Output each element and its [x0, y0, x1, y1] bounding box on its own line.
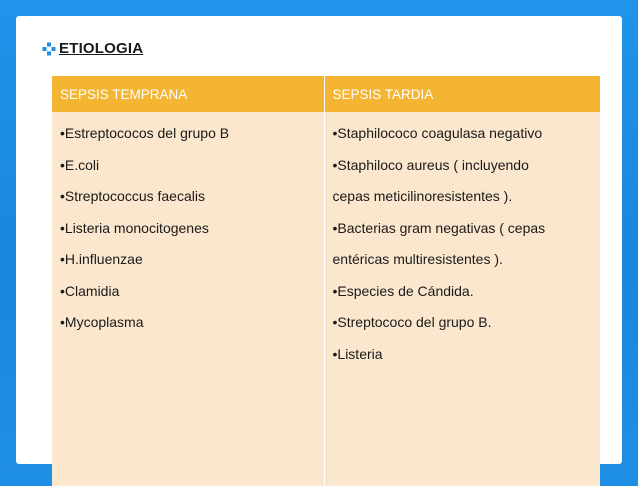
list-item: •Listeria	[332, 345, 383, 362]
list-item: entéricas multiresistentes ).	[332, 251, 503, 267]
list-sepsis-temprana	[60, 118, 316, 339]
list-item: •Especies de Cándida.	[332, 282, 474, 299]
list-sepsis-tardia	[333, 118, 593, 370]
cell-sepsis-tardia	[324, 112, 600, 486]
table-body-row	[52, 112, 600, 486]
list-item: •Estreptococos del grupo B	[60, 125, 230, 141]
list-item: •Clamidia	[60, 282, 120, 299]
table-header-row	[52, 76, 600, 112]
list-item: •Listeria monocitogenes	[60, 219, 209, 236]
list-item: •E.coli	[60, 156, 100, 173]
list-item: •Mycoplasma	[60, 314, 144, 330]
diamond-bullet-icon	[42, 42, 56, 56]
cell-sepsis-temprana	[52, 112, 324, 486]
etiology-table	[52, 76, 600, 486]
list-item: •H.influenzae	[60, 251, 143, 267]
column-header-sepsis-tardia: SEPSIS TARDIA	[324, 76, 600, 112]
list-item: cepas meticilinoresistentes ).	[332, 188, 513, 204]
list-item: •Streptococcus faecalis	[60, 188, 205, 204]
column-header-sepsis-temprana: SEPSIS TEMPRANA	[52, 76, 324, 112]
list-item: •Staphiloco aureus ( incluyendo	[332, 156, 529, 173]
list-item: •Streptococo del grupo B.	[332, 314, 492, 330]
list-item: •Staphilococo coagulasa negativo	[332, 125, 543, 141]
slide-heading	[42, 40, 143, 57]
heading-text: ETIOLOGIA	[59, 40, 144, 57]
list-item: •Bacterias gram negativas ( cepas	[332, 219, 546, 236]
